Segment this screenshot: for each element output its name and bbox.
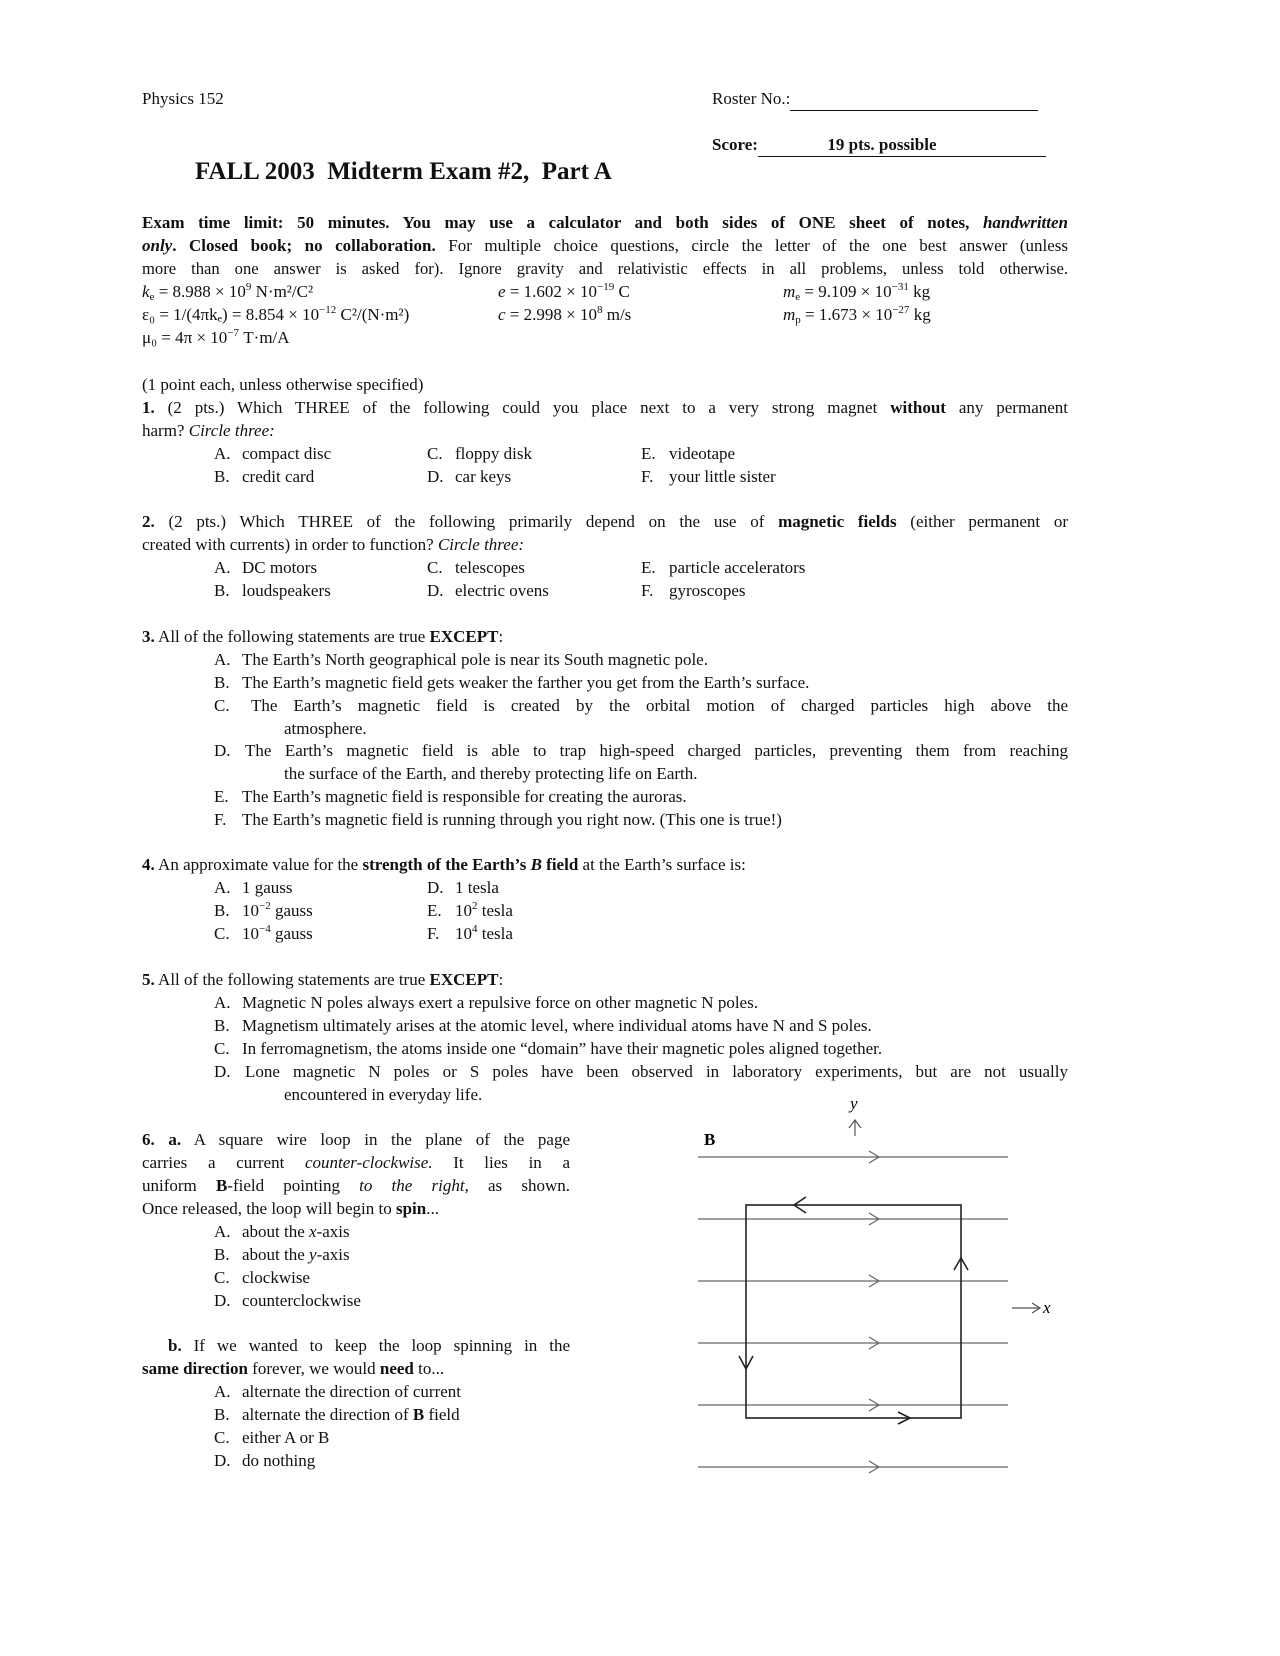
field-label: B [704, 1130, 716, 1149]
q6b-option-b[interactable]: B. alternate the direction of B field [214, 1405, 460, 1424]
score-value: 19 pts. possible [827, 135, 937, 154]
q3-option-d[interactable]: D. The Earth’s magnetic field is able to trap high-speed charged particles, preventing them from reaching the surface of the Earth, and thereby protecting life on Earth. [214, 741, 1068, 783]
wire-loop [739, 1197, 968, 1424]
q6b-option-a[interactable]: A. alternate the direction of current [214, 1382, 461, 1401]
axes [849, 1120, 1040, 1313]
q1-option-a[interactable]: A. compact disc [214, 444, 332, 463]
q5-option-d[interactable]: D. Lone magnetic N poles or S poles have been observed in laboratory experiments, but are not usually encountered in everyday life. [214, 1062, 1068, 1104]
points-note: (1 point each, unless otherwise specified) [142, 375, 424, 394]
y-axis-label: y [850, 1094, 858, 1113]
q4-option-b[interactable]: B. $10^{-2}$ gauss [214, 900, 313, 920]
q6a-option-a[interactable]: A. about the x-axis [214, 1222, 350, 1241]
x-axis-label: x [1043, 1298, 1051, 1317]
q1-option-b[interactable]: B. credit card [214, 467, 315, 486]
q4-option-c[interactable]: C. $10^{-4}$ gauss [214, 923, 313, 943]
q2-option-a[interactable]: A. DC motors [214, 558, 318, 577]
q2-option-c[interactable]: C. telescopes [427, 558, 525, 577]
q1-option-c[interactable]: C. floppy disk [427, 444, 532, 463]
q1-option-d[interactable]: D. car keys [427, 467, 512, 486]
q2-option-e[interactable]: E. particle accelerators [641, 558, 806, 577]
q4-option-f[interactable]: F. $10^4$ tesla [427, 923, 513, 943]
q1-option-e[interactable]: E. videotape [641, 444, 736, 463]
q3-option-a[interactable]: A. The Earth’s North geographical pole is near its South magnetic pole. [214, 650, 708, 669]
q3-option-b[interactable]: B. The Earth’s magnetic field gets weaker the farther you get from the Earth’s surface. [214, 673, 810, 692]
q6a-option-c[interactable]: C. clockwise [214, 1268, 310, 1287]
page-title: FALL 2003 Midterm Exam #2, Part A [195, 158, 612, 185]
q5-option-a[interactable]: A. Magnetic N poles always exert a repulsive force on other magnetic N poles. [214, 993, 758, 1012]
q6b-option-c[interactable]: C. either A or B [214, 1428, 330, 1447]
q4-option-d[interactable]: D. 1 tesla [427, 878, 499, 897]
score-field: Score: 19 pts. possible [712, 133, 1046, 157]
q4-option-e[interactable]: E. $10^2$ tesla [427, 900, 513, 920]
q2-option-d[interactable]: D. electric ovens [427, 581, 549, 600]
q2-option-b[interactable]: B. loudspeakers [214, 581, 331, 600]
q3-option-e[interactable]: E. The Earth’s magnetic field is responsible for creating the auroras. [214, 787, 687, 806]
q2-option-f[interactable]: F. gyroscopes [641, 581, 746, 600]
q5-option-b[interactable]: B. Magnetism ultimately arises at the atomic level, where individual atoms have N and S poles. [214, 1016, 872, 1035]
course-label: Physics 152 [142, 89, 224, 108]
q5-option-c[interactable]: C. In ferromagnetism, the atoms inside one “domain” have their magnetic poles aligned together. [214, 1039, 883, 1058]
q3-option-f[interactable]: F. The Earth’s magnetic field is running through you right now. (This one is true!) [214, 810, 782, 829]
q1-option-f[interactable]: F. your little sister [641, 467, 776, 486]
roster-label: Roster No.: [712, 89, 791, 108]
q6b-option-d[interactable]: D. do nothing [214, 1451, 316, 1470]
q6a-option-d[interactable]: D. counterclockwise [214, 1291, 361, 1310]
q4-option-a[interactable]: A. 1 gauss [214, 878, 293, 897]
q3-option-c[interactable]: C. The Earth’s magnetic field is created by the orbital motion of charged particles high above the atmosphere. [214, 696, 1068, 738]
q6a-option-b[interactable]: B. about the y-axis [214, 1245, 350, 1264]
